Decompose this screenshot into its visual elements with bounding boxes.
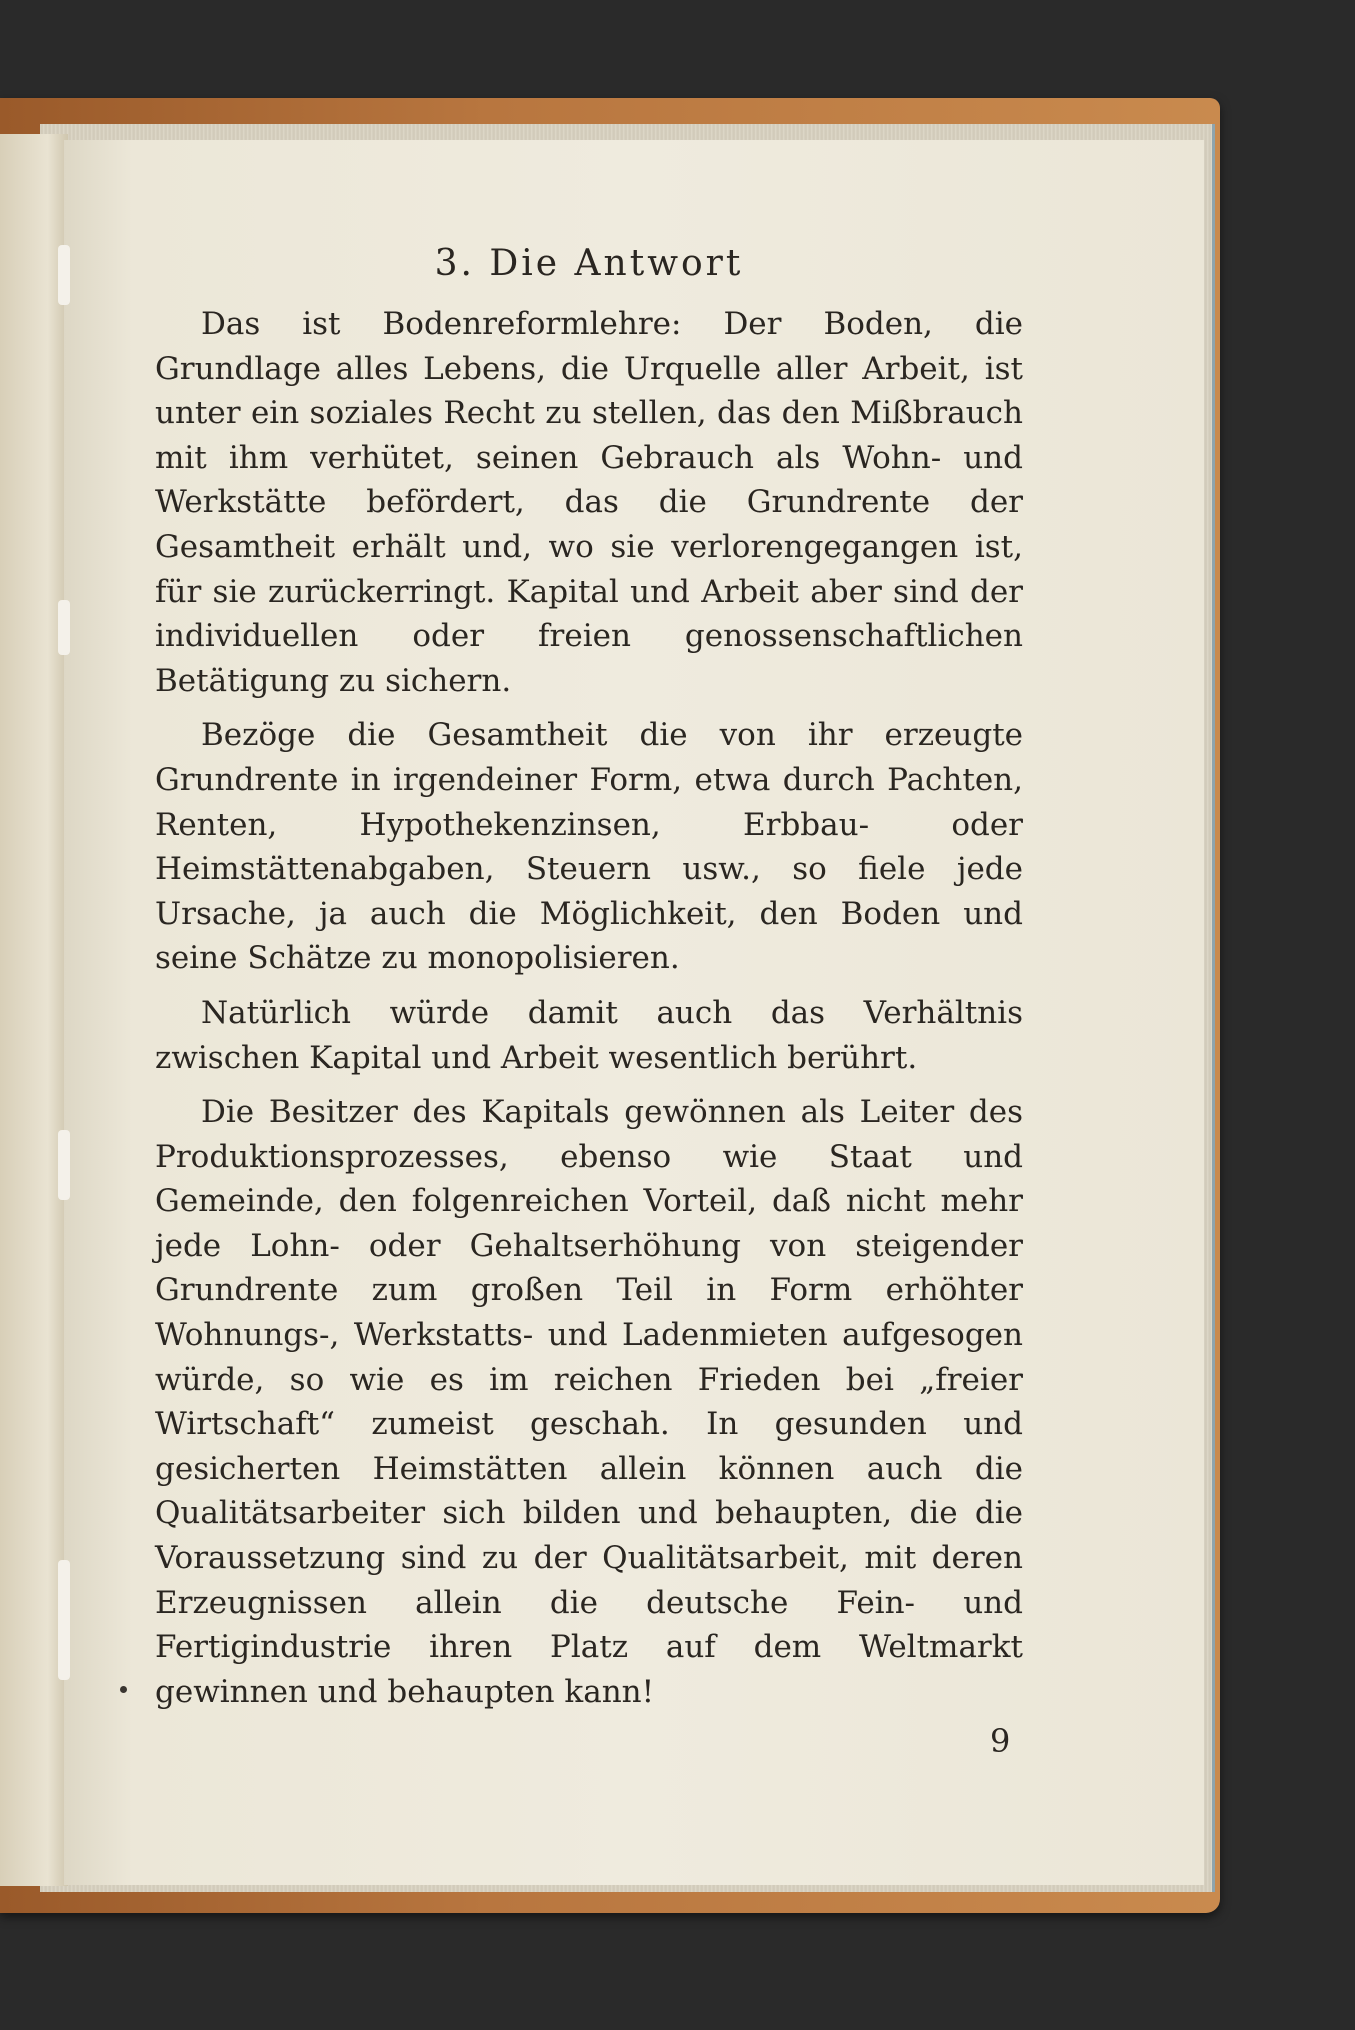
binding-thread	[58, 1560, 70, 1680]
paragraph: Die Besitzer des Kapitals gewönnen als Leiter des Produktionsprozesses, ebenso wie Staat und Gemeinde, den folgenreichen Vorteil, daß nicht mehr jede Lohn- oder Gehaltserhöhung von steigender Grundrente zum großen Teil in Form erhöhter Wohnungs-, Werkstatts- und Ladenmieten aufgesogen würde, so wie es im reichen Frieden bei „freier Wirtschaft“ zumeist geschah. In gesunden und gesicherten Heimstätten allein können auch die Qualitätsarbeiter sich bilden und behaupten, die die Voraussetzung sind zu der Qualitätsarbeit, mit deren Erzeugnissen allein die deutsche Fein- und Fertigindustrie ihren Platz auf dem Weltmarkt gewinnen und behaupten kann!	[155, 1094, 1023, 1710]
binding-thread	[58, 245, 70, 305]
binding-thread	[58, 600, 70, 655]
paragraph: Bezöge die Gesamtheit die von ihr erzeugte Grundrente in irgendeiner Form, etwa durch Pachten, Renten, Hypothekenzinsen, Erbbau- oder Heimstättenabgaben, Steuern usw., so fiele jede Ursache, ja auch die Möglichkeit, den Boden und seine Schätze zu monopolisieren.	[155, 717, 1023, 977]
page-number: 9	[990, 1722, 1011, 1760]
binding-thread	[58, 1130, 70, 1200]
paragraph: Natürlich würde damit auch das Verhältnis zwischen Kapital und Arbeit wesentlich berührt.	[155, 994, 1023, 1076]
section-heading: 3. Die Antwort	[434, 243, 744, 284]
paragraph: Das ist Bodenreformlehre: Der Boden, die Grundlage alles Lebens, die Urquelle aller Arbeit, ist unter ein soziales Recht zu stellen, das den Mißbrauch mit ihm verhütet, seinen Gebrauch als Wohn- und Werkstätte befördert, das die Grundrente der Gesamtheit erhält und, wo sie verlorengegangen ist, für sie zurückerringt. Kapital und Arbeit aber sind der individuellen oder freien genossenschaftlichen Betätigung zu sichern.	[155, 306, 1023, 699]
page-text	[155, 240, 1023, 1724]
margin-dot	[120, 1686, 127, 1693]
